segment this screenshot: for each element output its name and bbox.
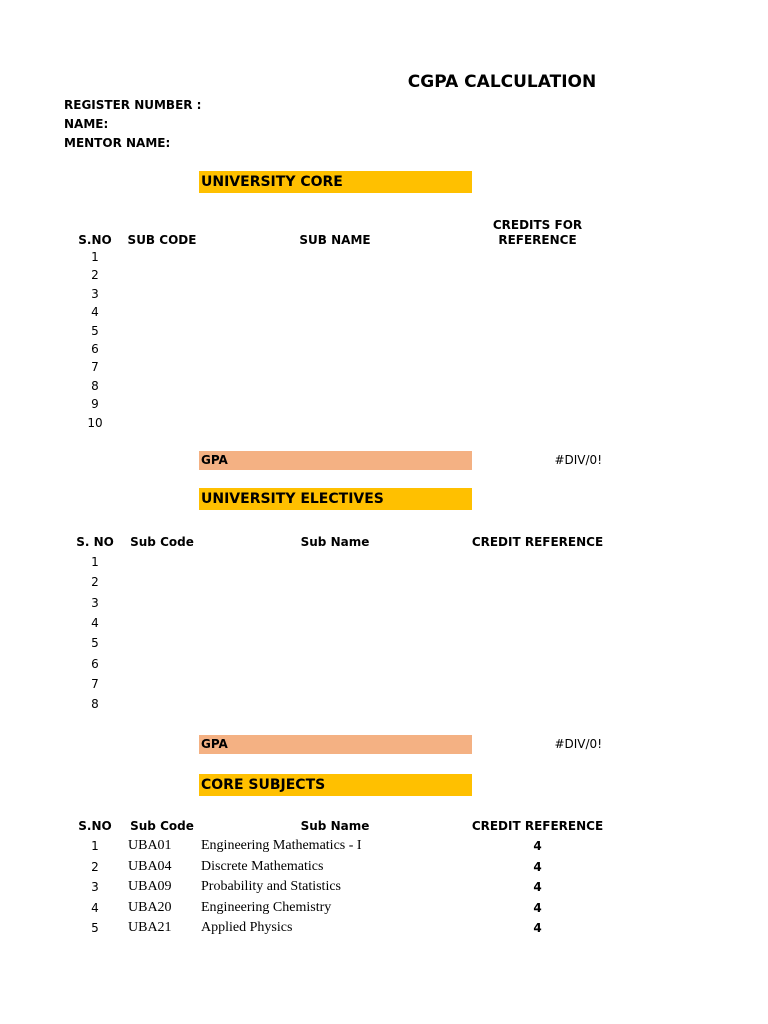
row-sub-code: UBA21	[128, 920, 172, 935]
row-credit: 4	[533, 859, 542, 874]
col-subname-header: SUB NAME	[299, 233, 371, 247]
row-credit: 4	[533, 921, 542, 935]
row-sub-name: Applied Physics	[201, 920, 293, 935]
col-subcode-header: SUB CODE	[127, 233, 197, 247]
col-sno-header: S. NO	[76, 535, 114, 549]
row-sub-name: Engineering Chemistry	[201, 899, 332, 915]
row-sno: 3	[91, 286, 99, 301]
col-credit-header: CREDIT REFERENCE	[471, 819, 604, 833]
row-sno: 7	[91, 360, 99, 375]
row-sno: 4	[91, 900, 99, 915]
row-sub-name: Probability and Statistics	[201, 879, 341, 894]
mentor-name-label: MENTOR NAME:	[64, 136, 171, 150]
row-sno: 8	[91, 697, 99, 712]
row-sub-name: Engineering Mathematics - I	[201, 838, 362, 853]
section-heading-core-subjects: CORE SUBJECTS	[199, 774, 472, 796]
row-sno: 1	[91, 250, 99, 264]
name-label: NAME:	[64, 117, 109, 131]
row-sub-code: UBA01	[128, 838, 172, 853]
row-sno: 5	[91, 636, 99, 651]
row-sub-code: UBA20	[128, 899, 172, 915]
row-sno: 3	[91, 880, 99, 894]
register-number-label: REGISTER NUMBER :	[64, 98, 202, 112]
row-sno: 4	[91, 305, 99, 320]
row-credit: 4	[533, 900, 542, 915]
row-sno: 8	[91, 378, 99, 393]
row-sub-code: UBA09	[128, 879, 172, 894]
row-sno: 2	[91, 268, 99, 283]
row-sno: 1	[91, 839, 99, 853]
row-sno: 6	[91, 342, 99, 356]
col-sno-header: S.NO	[78, 233, 112, 247]
row-credit: 4	[533, 839, 542, 853]
row-sno: 7	[91, 676, 99, 691]
row-sub-code: UBA04	[128, 858, 172, 874]
row-sno: 5	[91, 323, 99, 338]
gpa-value-university-electives: #DIV/0!	[554, 737, 602, 751]
col-subname-header: Sub Name	[300, 819, 370, 833]
col-sno-header: S.NO	[78, 819, 112, 833]
row-sno: 3	[91, 595, 99, 610]
row-credit: 4	[533, 880, 542, 894]
row-sno: 5	[91, 921, 99, 935]
gpa-value-university-core: #DIV/0!	[554, 453, 602, 467]
row-sno: 2	[91, 575, 99, 590]
page-title: CGPA CALCULATION	[407, 72, 597, 92]
col-credits-header-line2: REFERENCE	[498, 233, 577, 247]
col-credit-header: CREDIT REFERENCE	[471, 535, 604, 549]
row-sno: 1	[91, 555, 99, 569]
col-subcode-header: Sub Code	[130, 535, 194, 549]
row-sno: 9	[91, 397, 99, 412]
row-sno: 4	[91, 615, 99, 630]
col-subname-header: Sub Name	[300, 535, 370, 549]
col-credits-header-line1: CREDITS FOR	[492, 218, 583, 232]
row-sno: 10	[87, 415, 103, 430]
section-heading-university-electives: UNIVERSITY ELECTIVES	[199, 488, 472, 510]
gpa-label-university-core: GPA	[199, 451, 472, 470]
row-sno: 2	[91, 859, 99, 874]
section-heading-university-core: UNIVERSITY CORE	[199, 171, 472, 193]
col-subcode-header: Sub Code	[130, 819, 194, 833]
gpa-label-university-electives: GPA	[199, 735, 472, 754]
row-sno: 6	[91, 656, 99, 671]
row-sub-name: Discrete Mathematics	[201, 858, 324, 874]
